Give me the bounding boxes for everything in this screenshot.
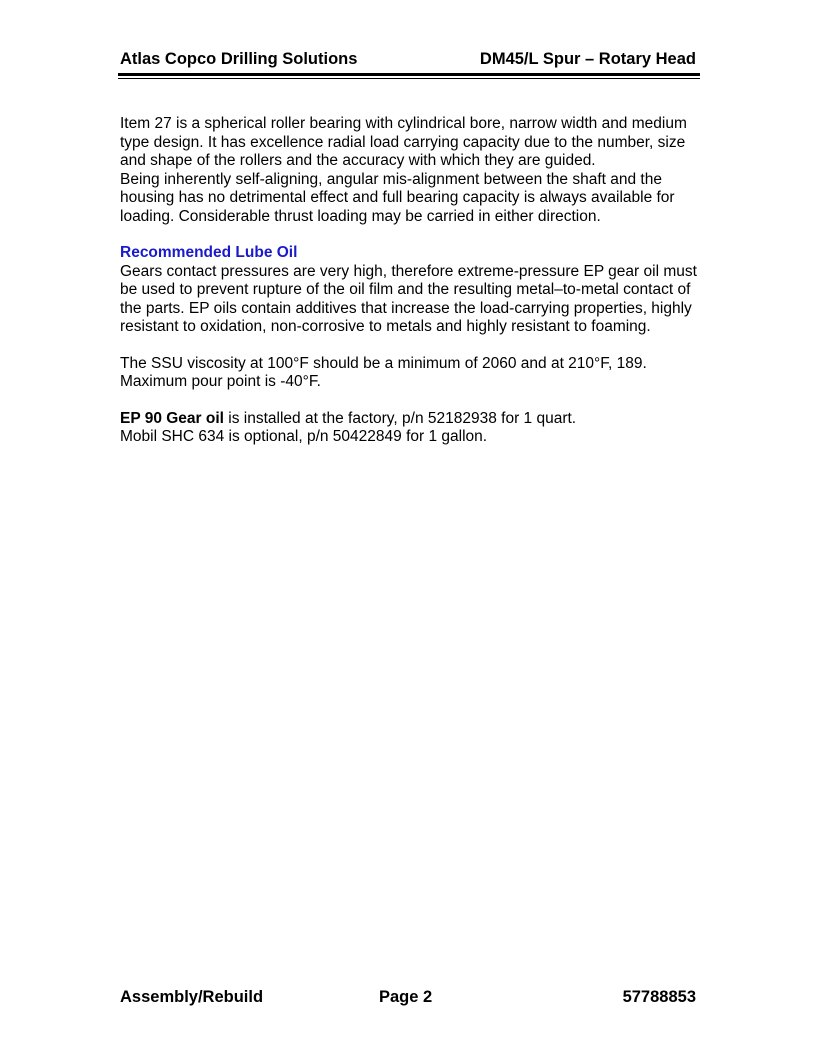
header-rule-thick [118,73,700,76]
spacer [120,226,700,244]
lube-oil-heading: Recommended Lube Oil [120,244,298,261]
optional-oil-line: Mobil SHC 634 is optional, p/n 50422849 for 1 gallon. [120,428,488,445]
factory-oil-name: EP 90 Gear oil [120,409,224,427]
pour-point-line: Maximum pour point is -40°F. [120,373,321,390]
document-body [120,115,700,447]
footer-page-number: Page 2 [379,988,433,1006]
factory-oil-line [120,410,700,429]
bearing-description: Item 27 is a spherical roller bearing with cylindrical bore, narrow width and medium type design. It has excellence radial load carrying capacity due to the number, size and shape of the rollers and the accuracy with which they are guided. [120,115,687,169]
footer-section: Assembly/Rebuild [120,988,264,1006]
page-header [120,50,698,72]
header-rule-thin [118,78,700,79]
page-footer [120,988,698,1010]
spacer [120,337,700,355]
header-title: DM45/L Spur – Rotary Head [479,50,696,68]
footer-doc-number: 57788853 [622,988,696,1006]
spacer [120,392,700,410]
factory-oil-details: is installed at the factory, p/n 52182938 for 1 quart. [223,409,577,427]
self-aligning-description: Being inherently self-aligning, angular mis-alignment between the shaft and the housing has no detrimental effect and full bearing capacity is always available for loading. Considerable thrust loading may be carried in either direction. [120,170,675,225]
viscosity-line: The SSU viscosity at 100°F should be a minimum of 2060 and at 210°F, 189. [120,354,647,372]
header-company: Atlas Copco Drilling Solutions [120,50,358,68]
gear-oil-description: Gears contact pressures are very high, therefore extreme-pressure EP gear oil must be used to prevent rupture of the oil film and the resulting metal–to-metal contact of the parts. EP oils contain additives that increase the load-carrying properties, highly resistant to oxidation, non-corrosive to metals and highly resistant to foaming. [120,262,697,335]
